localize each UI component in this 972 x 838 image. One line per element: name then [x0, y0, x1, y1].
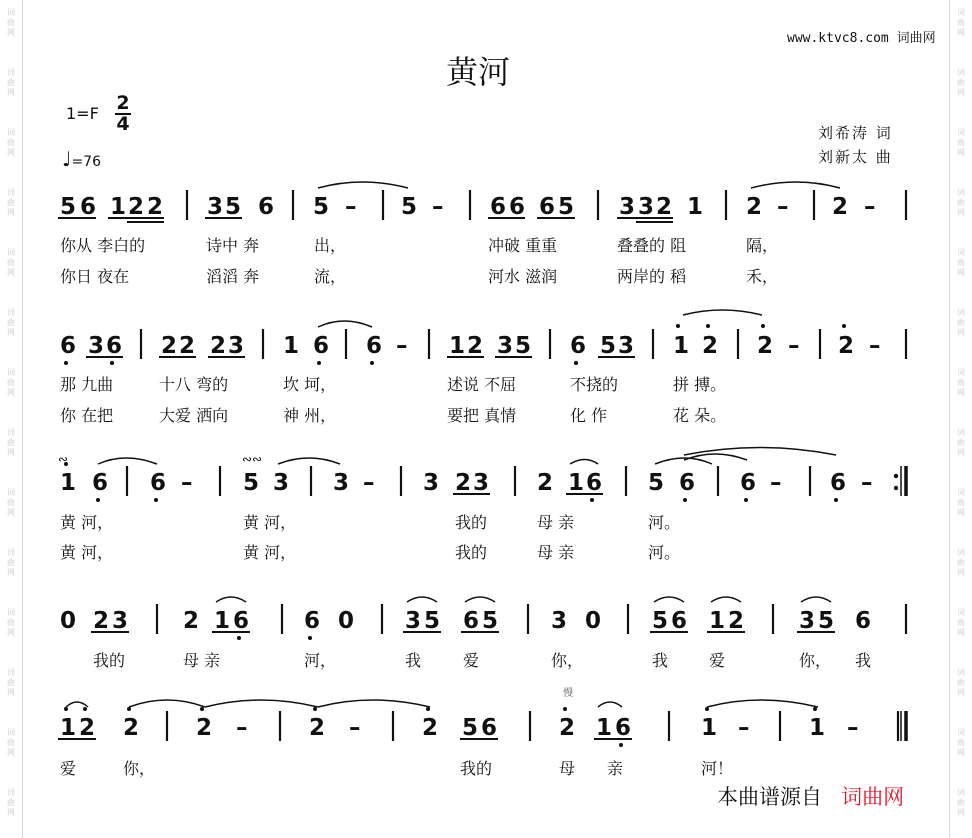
- svg-text:1: 1: [687, 194, 704, 220]
- svg-text:1: 1: [449, 333, 466, 359]
- svg-text:6: 6: [60, 333, 77, 359]
- watermark-text: 词 曲 网: [957, 188, 965, 217]
- footer-source: [717, 781, 904, 811]
- lyric-s5-d: 母: [559, 759, 576, 778]
- lyric-s4-g: 我: [652, 651, 669, 670]
- lyric-s1-l2-d: 河水 滋润: [488, 267, 558, 286]
- svg-text:2: 2: [183, 608, 200, 634]
- watermark-text: 词 曲 网: [7, 668, 15, 697]
- watermark-text: 词 曲 网: [957, 68, 965, 97]
- watermark-text: 词 曲 网: [7, 788, 15, 817]
- svg-text:6: 6: [509, 194, 526, 220]
- lyric-s3-l2-c: 我的: [455, 543, 488, 562]
- lyric-s5-a: 爱: [60, 759, 77, 778]
- lyric-s5-c: 我的: [460, 759, 493, 778]
- svg-text:3: 3: [618, 333, 635, 359]
- watermark-text: 词 曲 网: [957, 788, 965, 817]
- lyricist-credit: 刘希涛 词: [818, 124, 893, 142]
- watermark-text: 词 曲 网: [7, 548, 15, 577]
- lyric-s4-i: 你，: [799, 651, 832, 670]
- svg-text:3: 3: [638, 194, 655, 220]
- lyric-s2-l1-b: 十八 弯的: [159, 375, 229, 394]
- svg-text:∾: ∾: [58, 452, 69, 466]
- svg-text:1: 1: [701, 715, 718, 741]
- watermark-text: 词 曲 网: [7, 488, 15, 517]
- lyric-s1-l1-b: 诗中 奔: [206, 236, 260, 255]
- svg-text:–: –: [345, 194, 357, 220]
- lyric-s3-l2-a: 黄 河，: [60, 543, 114, 562]
- lyric-s5-f: 河！: [701, 759, 734, 778]
- svg-text:6: 6: [671, 608, 688, 634]
- svg-text:1: 1: [110, 194, 127, 220]
- lyric-s3-l1-c: 我的: [455, 513, 488, 532]
- svg-text:–: –: [432, 194, 444, 220]
- watermark-text: 词 曲 网: [7, 368, 15, 397]
- svg-text:6: 6: [313, 333, 330, 359]
- svg-text:6: 6: [258, 194, 275, 220]
- site-name: 词曲网: [896, 31, 936, 46]
- repeat-barline: [894, 466, 906, 496]
- system-2: [60, 333, 881, 359]
- svg-text:2: 2: [161, 333, 178, 359]
- svg-text:6: 6: [366, 333, 383, 359]
- watermark-text: 词 曲 网: [957, 248, 965, 277]
- svg-text:5: 5: [600, 333, 617, 359]
- svg-text:0: 0: [585, 608, 602, 634]
- lyric-s2-l2-c: 神 州，: [283, 406, 337, 425]
- svg-text:2: 2: [559, 715, 576, 741]
- svg-text:2: 2: [656, 194, 673, 220]
- svg-text:3: 3: [619, 194, 636, 220]
- svg-text:3: 3: [423, 470, 440, 496]
- footer-source-label: 本曲谱源自: [717, 785, 822, 809]
- lyric-s1-l1-d: 冲破 重重: [488, 236, 558, 255]
- svg-text:5: 5: [462, 715, 479, 741]
- svg-text:6: 6: [490, 194, 507, 220]
- svg-text:0: 0: [338, 608, 355, 634]
- watermark-text: 词 曲 网: [7, 68, 15, 97]
- watermark-text: 词 曲 网: [7, 608, 15, 637]
- lyric-s2-l2-b: 大爱 洒向: [159, 406, 229, 425]
- svg-text:6: 6: [481, 715, 498, 741]
- watermark-text: 词 曲 网: [7, 128, 15, 157]
- svg-text:0: 0: [60, 608, 77, 634]
- svg-text:5: 5: [558, 194, 575, 220]
- lyric-s4-f: 你，: [551, 651, 584, 670]
- lyric-s2-l2-e: 化 作: [570, 406, 608, 425]
- watermark-text: 词 曲 网: [957, 368, 965, 397]
- lyric-s3-l1-e: 河。: [648, 513, 681, 532]
- time-signature-bottom: 4: [116, 113, 130, 135]
- time-signature-top: 2: [116, 92, 130, 114]
- lyric-s5-e: 亲: [607, 759, 624, 778]
- svg-text:2: 2: [702, 333, 719, 359]
- system-1: [60, 194, 876, 220]
- song-title: 黄河: [446, 53, 511, 91]
- svg-text:2: 2: [179, 333, 196, 359]
- final-barline: [901, 711, 906, 741]
- svg-text:3: 3: [799, 608, 816, 634]
- lyric-s1-l2-f: 禾，: [746, 267, 779, 286]
- svg-text:2: 2: [746, 194, 763, 220]
- lyric-s1-l1-a: 你从 李白的: [60, 236, 146, 255]
- svg-text:–: –: [861, 470, 873, 496]
- svg-text:5: 5: [818, 608, 835, 634]
- lyric-s1-l1-e: 叠叠的 阻: [617, 236, 687, 255]
- lyric-s3-l1-b: 黄 河，: [243, 513, 297, 532]
- system-4: [60, 608, 871, 634]
- svg-text:1: 1: [673, 333, 690, 359]
- lyric-s2-l2-f: 花 朵。: [673, 406, 727, 425]
- lyric-s4-e: 爱: [463, 651, 480, 670]
- svg-text:∾∾: ∾∾: [242, 452, 263, 466]
- svg-text:–: –: [864, 194, 876, 220]
- svg-text:2: 2: [309, 715, 326, 741]
- svg-text:1: 1: [568, 470, 585, 496]
- svg-text:3: 3: [333, 470, 350, 496]
- watermark-text: 词 曲 网: [957, 548, 965, 577]
- watermark-text: 词 曲 网: [957, 608, 965, 637]
- svg-text:6: 6: [855, 608, 872, 634]
- svg-text:6: 6: [539, 194, 556, 220]
- svg-text:–: –: [363, 470, 375, 496]
- svg-text:6: 6: [615, 715, 632, 741]
- lyric-s2-l2-d: 要把 真情: [447, 406, 517, 425]
- svg-text:2: 2: [93, 608, 110, 634]
- svg-text:3: 3: [112, 608, 129, 634]
- lyric-s4-b: 母 亲: [183, 651, 221, 670]
- lyric-s4-a: 我的: [93, 651, 126, 670]
- lyric-s3-l1-d: 母 亲: [537, 513, 575, 532]
- svg-text:2: 2: [757, 333, 774, 359]
- svg-text:–: –: [847, 715, 859, 741]
- svg-text:3: 3: [551, 608, 568, 634]
- svg-text:2: 2: [838, 333, 855, 359]
- watermark-text: 词 曲 网: [957, 728, 965, 757]
- svg-text:5: 5: [515, 333, 532, 359]
- svg-text:3: 3: [473, 470, 490, 496]
- svg-text:6: 6: [80, 194, 97, 220]
- svg-text:6: 6: [463, 608, 480, 634]
- watermark-text: 词 曲 网: [957, 488, 965, 517]
- lyric-s1-l2-a: 你日 夜在: [60, 267, 130, 286]
- svg-text:5: 5: [482, 608, 499, 634]
- svg-text:6: 6: [92, 470, 109, 496]
- system-5: [60, 715, 859, 741]
- lyric-s1-l1-c: 出，: [314, 236, 347, 255]
- svg-text:1: 1: [809, 715, 826, 741]
- lyric-s2-l1-c: 坎 坷，: [283, 375, 337, 394]
- watermark-text: 词 曲 网: [7, 728, 15, 757]
- svg-text:6: 6: [830, 470, 847, 496]
- lyric-s1-l2-c: 流，: [314, 267, 347, 286]
- svg-text:6: 6: [570, 333, 587, 359]
- lyric-s3-l2-e: 河。: [648, 543, 681, 562]
- svg-text:–: –: [349, 715, 361, 741]
- svg-text:6: 6: [304, 608, 321, 634]
- lyric-s4-d: 我: [405, 651, 422, 670]
- lyric-s1-l1-f: 隔，: [746, 236, 779, 255]
- watermark-text: 词 曲 网: [7, 8, 15, 37]
- svg-text:2: 2: [196, 715, 213, 741]
- svg-text:3: 3: [497, 333, 514, 359]
- svg-text:2: 2: [467, 333, 484, 359]
- ornament-turns: [58, 452, 262, 466]
- svg-text:2: 2: [147, 194, 164, 220]
- tempo-mark-slow: 慢: [563, 688, 573, 699]
- lyric-s4-j: 我: [855, 651, 872, 670]
- watermark-text: 词 曲 网: [7, 308, 15, 337]
- watermark-text: 词 曲 网: [957, 128, 965, 157]
- svg-text:–: –: [788, 333, 800, 359]
- svg-text:1: 1: [709, 608, 726, 634]
- svg-text:5: 5: [424, 608, 441, 634]
- svg-text:1: 1: [214, 608, 231, 634]
- lyric-s2-l1-d: 述说 不屈: [447, 375, 517, 394]
- svg-text:–: –: [770, 470, 782, 496]
- lyric-s1-l2-e: 两岸的 稻: [617, 267, 687, 286]
- svg-text:–: –: [236, 715, 248, 741]
- svg-text:5: 5: [243, 470, 260, 496]
- svg-text:5: 5: [652, 608, 669, 634]
- svg-text:1: 1: [60, 470, 77, 496]
- svg-text:1: 1: [60, 715, 77, 741]
- site-url[interactable]: www.ktvc8.com: [787, 31, 889, 46]
- svg-text:6: 6: [106, 333, 123, 359]
- footer-site-link[interactable]: 词曲网: [841, 785, 905, 809]
- lyric-s3-l1-a: 黄 河，: [60, 513, 114, 532]
- svg-text:–: –: [396, 333, 408, 359]
- svg-text:2: 2: [210, 333, 227, 359]
- svg-text:2: 2: [79, 715, 96, 741]
- tempo-value: =76: [71, 154, 101, 170]
- lyric-s5-b: 你，: [123, 759, 156, 778]
- lyric-s4-h: 爱: [709, 651, 726, 670]
- svg-text:2: 2: [128, 194, 145, 220]
- svg-text:3: 3: [88, 333, 105, 359]
- svg-text:2: 2: [455, 470, 472, 496]
- svg-text:6: 6: [150, 470, 167, 496]
- lyric-s1-l2-b: 滔滔 奔: [206, 267, 260, 286]
- svg-text:6: 6: [679, 470, 696, 496]
- svg-text:6: 6: [740, 470, 757, 496]
- lyric-s2-l1-f: 拼 搏。: [673, 375, 727, 394]
- watermark-text: 词 曲 网: [957, 668, 965, 697]
- svg-text:6: 6: [586, 470, 603, 496]
- lyric-s2-l2-a: 你 在把: [60, 406, 114, 425]
- svg-text:1: 1: [283, 333, 300, 359]
- lyric-s3-l2-d: 母 亲: [537, 543, 575, 562]
- watermark-text: 词 曲 网: [957, 308, 965, 337]
- svg-text:2: 2: [832, 194, 849, 220]
- svg-text:–: –: [777, 194, 789, 220]
- svg-text:5: 5: [648, 470, 665, 496]
- watermark-text: 词 曲 网: [7, 248, 15, 277]
- svg-text:–: –: [869, 333, 881, 359]
- lyric-s2-l1-e: 不挠的: [570, 375, 619, 394]
- lyric-s4-c: 河，: [304, 651, 337, 670]
- lyric-s2-l1-a: 那 九曲: [60, 375, 114, 394]
- svg-text:3: 3: [405, 608, 422, 634]
- svg-text:3: 3: [273, 470, 290, 496]
- svg-text:2: 2: [422, 715, 439, 741]
- svg-text:–: –: [181, 470, 193, 496]
- svg-text:5: 5: [60, 194, 77, 220]
- svg-text:2: 2: [728, 608, 745, 634]
- quarter-note-icon: ♩: [62, 147, 72, 171]
- svg-text:–: –: [738, 715, 750, 741]
- watermark-text: 词 曲 网: [7, 188, 15, 217]
- system-3: [60, 470, 873, 496]
- svg-text:3: 3: [207, 194, 224, 220]
- composer-credit: 刘新太 曲: [818, 148, 893, 166]
- watermark-text: 词 曲 网: [957, 8, 965, 37]
- svg-text:3: 3: [228, 333, 245, 359]
- svg-text:1: 1: [596, 715, 613, 741]
- svg-text:5: 5: [401, 194, 418, 220]
- svg-text:5: 5: [225, 194, 242, 220]
- watermark-text: 词 曲 网: [7, 428, 15, 457]
- svg-text:5: 5: [313, 194, 330, 220]
- key-signature: 1=F: [66, 104, 99, 123]
- svg-text:2: 2: [537, 470, 554, 496]
- watermark-text: 词 曲 网: [957, 428, 965, 457]
- lyric-s3-l2-b: 黄 河，: [243, 543, 297, 562]
- svg-text:6: 6: [233, 608, 250, 634]
- svg-text:2: 2: [123, 715, 140, 741]
